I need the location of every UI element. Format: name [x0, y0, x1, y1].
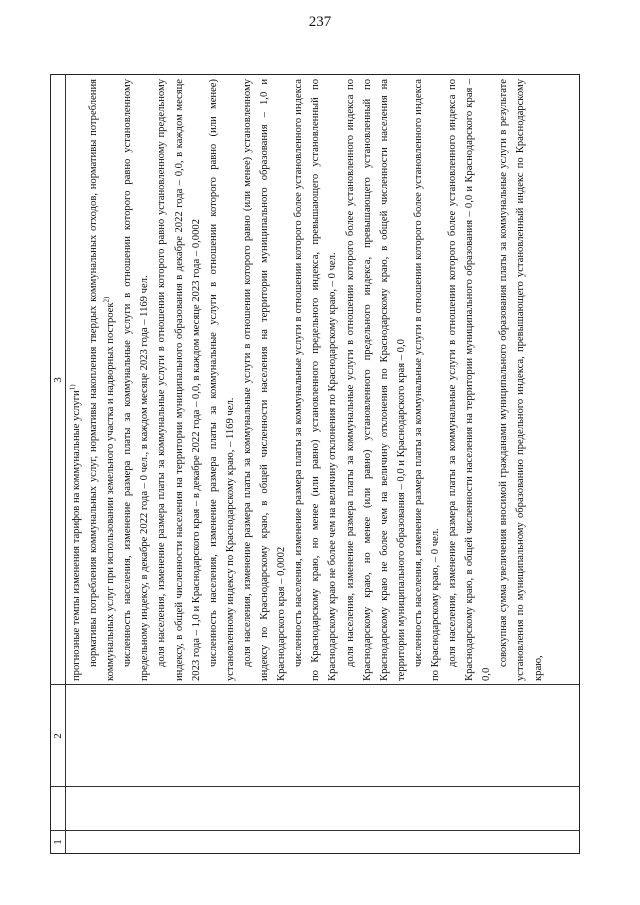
paragraph-text: совокупная сумма увеличения вносимой гражданами муниципального образования платы за коммунальные услуги в результате установления по муниципальному образованию предельного индекса, превышающего установленный индекс по Краснодарскому краю,	[498, 79, 544, 681]
paragraph-text: численность населения, изменение размера платы за коммунальные услуги в отношении которого более установленного индекса по Краснодарскому краю, – 0 чел.	[412, 79, 441, 681]
cell-text	[68, 79, 575, 681]
column-3-cell	[51, 75, 579, 685]
table-paragraph	[444, 79, 495, 681]
paragraph-text: численность населения, изменение размера платы за коммунальные услуги в отношении которого равно установленному предельному индексу, в декабре 2022 года – 0 чел., в каждом месяце 2023 года – 1169 чел.	[122, 79, 151, 681]
paragraph-text: численность населения, изменение размера платы за коммунальные услуги в отношении которого более установленного индекса по Краснодарскому краю, но менее (или равно) установленного предельного индекса, превышающего установленный по Краснодарскому краю не более чем на величину отклонения по Краснодарскому краю, – 0 чел.	[293, 79, 339, 681]
page-number: 237	[308, 14, 332, 30]
paragraph-text: доля населения, изменение размера платы за коммунальные услуги в отношении которого равно установленному предельному индексу, в общей численности населения на территории муниципального образования в декабре 2022 года – 0,0, в каждом месяце 2023 года – 1,0 и Краснодарского края – в декабре 2022 года – 0,0, в каждом месяце 2023 года – 0,0002	[156, 79, 202, 681]
paragraph-text: доля населения, изменение размера платы за коммунальные услуги в отношении которого более установленного индекса по Краснодарскому краю, но менее (или равно) установленного предельного индекса, превышающего установленный по Краснодарскому краю не более чем на величину отклонения по Краснодарскому краю, в общей численности населения на территории муниципального образования – 0,0 и Краснодарского края – 0,0	[344, 79, 407, 681]
data-table	[50, 74, 580, 854]
table-paragraph	[85, 79, 119, 681]
table-paragraph	[68, 79, 85, 681]
paragraph-text: прогнозные темпы изменения тарифов на коммунальные услуги	[71, 390, 82, 681]
footnote-marker: 1)	[68, 384, 77, 391]
table-paragraph	[119, 79, 153, 681]
paragraph-text: доля населения, изменение размера платы за коммунальные услуги в отношении которого более установленного индекса по Краснодарскому краю, в общей численности населения на территории муниципального образования – 0,0 и Краснодарского края – 0,0	[447, 79, 493, 681]
paragraph-text: численность населения, изменение размера платы за коммунальные услуги в отношении которого равно (или менее) установленному индексу по Краснодарскому краю, – 1169 чел.	[207, 79, 236, 681]
table-paragraph	[342, 79, 410, 681]
table-paragraph	[290, 79, 341, 681]
column-number-1: 1	[52, 839, 64, 845]
paragraph-text: нормативы потребления коммунальных услуг, нормативы накопления твердых коммунальных отходов, нормативы потребления коммунальных услуг при использовании земельного участка и надворных построек	[88, 79, 117, 681]
table-paragraph	[239, 79, 290, 681]
table-paragraph	[495, 79, 546, 681]
column-divider-2	[51, 786, 579, 787]
table-paragraph	[153, 79, 204, 681]
paragraph-text: доля населения, изменение размера платы за коммунальные услуги в отношении которого равно (или менее) установленному индексу по Краснодарскому краю, в общей численности населения на территории муниципального образования – 1,0 и Краснодарского края – 0,0002	[241, 79, 288, 681]
column-divider-1	[51, 830, 579, 831]
table-paragraph	[205, 79, 239, 681]
column-number-2: 2	[52, 733, 64, 739]
footnote-marker: 2)	[102, 296, 111, 303]
table-paragraph	[410, 79, 444, 681]
column-number-3: 3	[52, 377, 64, 383]
